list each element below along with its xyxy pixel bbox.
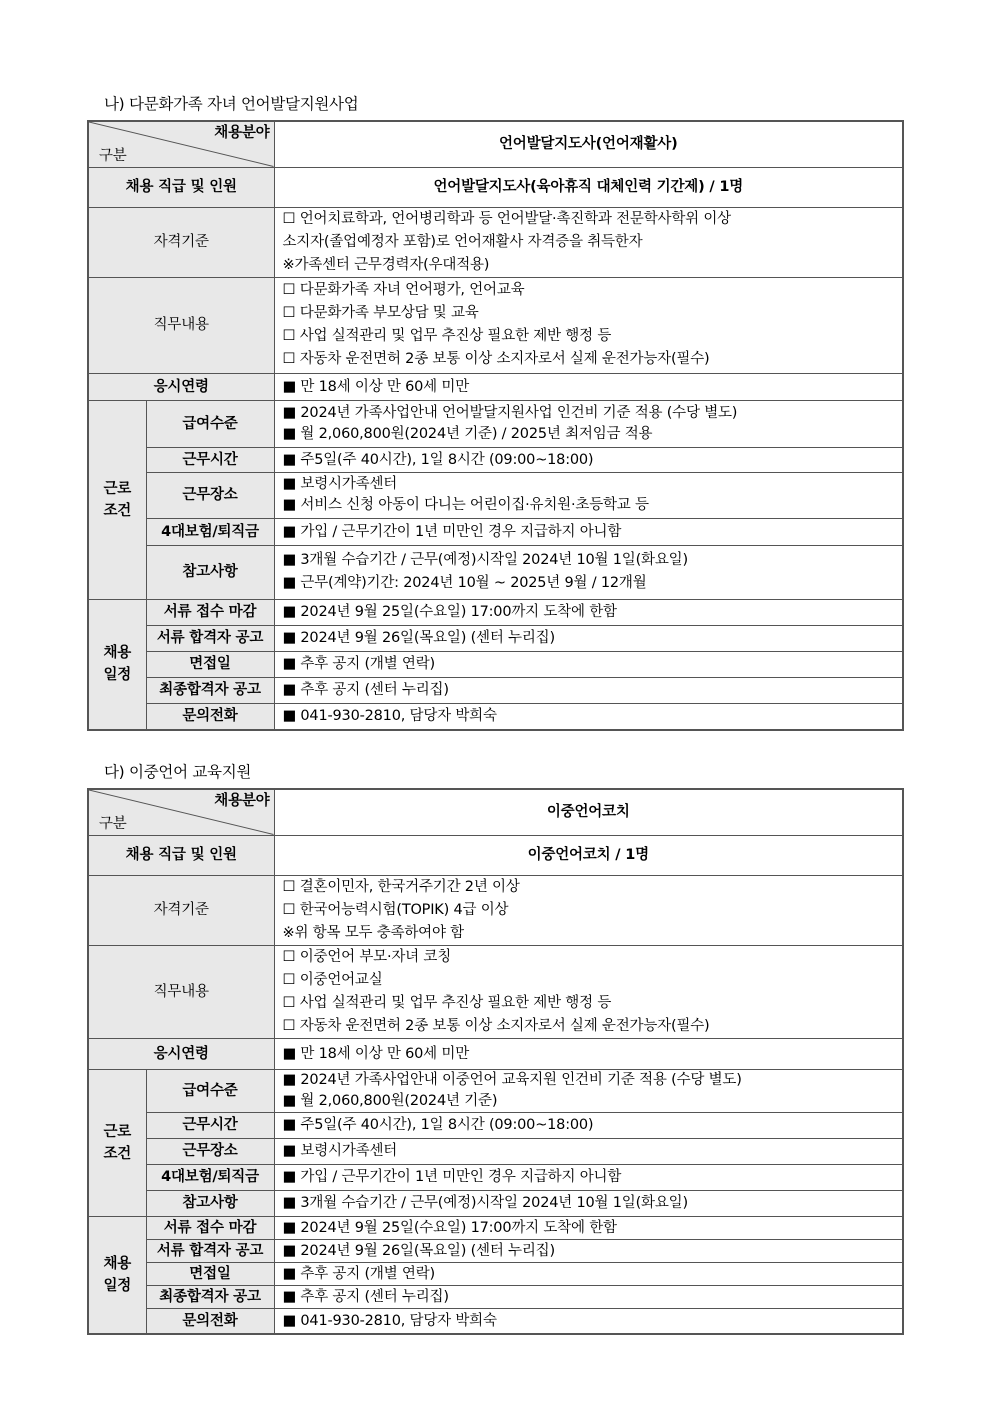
header-diagonal-cell (88, 121, 274, 167)
duties-content: ☐ 이중언어 부모·자녀 코칭 ☐ 이중언어교실 ☐ 사업 실적관리 및 업무 추진상 필요한 제반 행정 등 ☐ 자동차 운전면허 2종 보통 이상 소지자로서 실제 운전가능자(필수) (274, 945, 903, 1038)
position-label: 채용 직급 및 인원 (88, 835, 274, 875)
duties-label: 직무내용 (88, 945, 274, 1038)
contact-value: ■ 041-930-2810, 담당자 박희숙 (274, 703, 903, 730)
position-value: 언어발달지도사(육아휴직 대체인력 기간제) / 1명 (274, 167, 903, 207)
insurance-value: ■ 가입 / 근무기간이 1년 미만인 경우 지급하지 아니함 (274, 518, 903, 545)
work-place-label: 근무장소 (146, 1138, 274, 1164)
salary-label: 급여수준 (146, 1069, 274, 1112)
qualification-label: 자격기준 (88, 875, 274, 945)
final-pass-value: ■ 추후 공지 (센터 누리집) (274, 677, 903, 703)
salary-value: ■ 2024년 가족사업안내 언어발달지원사업 인건비 기준 적용 (수당 별도) ■ 월 2,060,800원(2024년 기준) / 2025년 최저임금 적용 (274, 400, 903, 447)
schedule-group-label: 채용 일정 (88, 1216, 146, 1334)
insurance-label: 4대보험/퇴직금 (146, 1164, 274, 1190)
contact-value: ■ 041-930-2810, 담당자 박희숙 (274, 1308, 903, 1334)
notes-label: 참고사항 (146, 545, 274, 599)
doc-deadline-label: 서류 접수 마감 (146, 1216, 274, 1239)
field-value: 언어발달지도사(언어재활사) (274, 121, 903, 167)
category-header-label: 구분 (99, 815, 127, 832)
work-place-value: ■ 보령시가족센터 (274, 1138, 903, 1164)
insurance-label: 4대보험/퇴직금 (146, 518, 274, 545)
doc-pass-label: 서류 합격자 공고 (146, 625, 274, 651)
field-header-label: 채용분야 (214, 125, 270, 141)
salary-label: 급여수준 (146, 400, 274, 447)
field-value: 이중언어코치 (274, 789, 903, 835)
doc-pass-value: ■ 2024년 9월 26일(목요일) (센터 누리집) (274, 1239, 903, 1262)
final-pass-value: ■ 추후 공지 (센터 누리집) (274, 1285, 903, 1308)
age-label: 응시연령 (88, 373, 274, 400)
doc-deadline-value: ■ 2024년 9월 25일(수요일) 17:00까지 도착에 한함 (274, 599, 903, 625)
section-title: 나) 다문화가족 자녀 언어발달지원사업 (104, 95, 359, 113)
age-value: ■ 만 18세 이상 만 60세 미만 (274, 1038, 903, 1069)
interview-label: 면접일 (146, 651, 274, 677)
interview-value: ■ 추후 공지 (개별 연락) (274, 651, 903, 677)
position-label: 채용 직급 및 인원 (88, 167, 274, 207)
final-pass-label: 최종합격자 공고 (146, 677, 274, 703)
field-header-label: 채용분야 (214, 793, 270, 809)
salary-value: ■ 2024년 가족사업안내 이중언어 교육지원 인건비 기준 적용 (수당 별도) ■ 월 2,060,800원(2024년 기준) (274, 1069, 903, 1112)
qualification-label: 자격기준 (88, 207, 274, 277)
section-title: 다) 이중언어 교육지원 (104, 763, 252, 781)
work-place-label: 근무장소 (146, 472, 274, 518)
notes-label: 참고사항 (146, 1190, 274, 1216)
work-place-value: ■ 보령시가족센터 ■ 서비스 신청 아동이 다니는 어린이집·유치원·초등학교 등 (274, 472, 903, 518)
work-hours-value: ■ 주5일(주 40시간), 1일 8시간 (09:00~18:00) (274, 447, 903, 472)
work-hours-value: ■ 주5일(주 40시간), 1일 8시간 (09:00~18:00) (274, 1112, 903, 1138)
interview-label: 면접일 (146, 1262, 274, 1285)
age-value: ■ 만 18세 이상 만 60세 미만 (274, 373, 903, 400)
conditions-group-label: 근로 조건 (88, 400, 146, 599)
conditions-group-label: 근로 조건 (88, 1069, 146, 1216)
age-label: 응시연령 (88, 1038, 274, 1069)
qualification-content: ☐ 언어치료학과, 언어병리학과 등 언어발달·촉진학과 전문학사학위 이상 소지자(졸업예정자 포함)로 언어재활사 자격증을 취득한자 ※가족센터 근무경력자(우대적용) (274, 207, 903, 277)
category-header-label: 구분 (99, 147, 127, 164)
recruitment-table (87, 120, 904, 731)
position-value: 이중언어코치 / 1명 (274, 835, 903, 875)
doc-pass-value: ■ 2024년 9월 26일(목요일) (센터 누리집) (274, 625, 903, 651)
work-hours-label: 근무시간 (146, 1112, 274, 1138)
schedule-group-label: 채용 일정 (88, 599, 146, 730)
doc-deadline-label: 서류 접수 마감 (146, 599, 274, 625)
work-hours-label: 근무시간 (146, 447, 274, 472)
insurance-value: ■ 가입 / 근무기간이 1년 미만인 경우 지급하지 아니함 (274, 1164, 903, 1190)
qualification-content: ☐ 결혼이민자, 한국거주기간 2년 이상 ☐ 한국어능력시험(TOPIK) 4급 이상 ※위 항목 모두 충족하여야 함 (274, 875, 903, 945)
doc-pass-label: 서류 합격자 공고 (146, 1239, 274, 1262)
contact-label: 문의전화 (146, 703, 274, 730)
recruitment-table (87, 788, 904, 1335)
final-pass-label: 최종합격자 공고 (146, 1285, 274, 1308)
notes-value: ■ 3개월 수습기간 / 근무(예정)시작일 2024년 10월 1일(화요일) (274, 1190, 903, 1216)
doc-deadline-value: ■ 2024년 9월 25일(수요일) 17:00까지 도착에 한함 (274, 1216, 903, 1239)
header-diagonal-cell (88, 789, 274, 835)
interview-value: ■ 추후 공지 (개별 연락) (274, 1262, 903, 1285)
duties-content: ☐ 다문화가족 자녀 언어평가, 언어교육 ☐ 다문화가족 부모상담 및 교육 ☐ 사업 실적관리 및 업무 추진상 필요한 제반 행정 등 ☐ 자동차 운전면허 2종 보통 이상 소지자로서 실제 운전가능자(필수) (274, 277, 903, 373)
notes-value: ■ 3개월 수습기간 / 근무(예정)시작일 2024년 10월 1일(화요일) ■ 근무(계약)기간: 2024년 10월 ~ 2025년 9월 / 12개월 (274, 545, 903, 599)
duties-label: 직무내용 (88, 277, 274, 373)
contact-label: 문의전화 (146, 1308, 274, 1334)
